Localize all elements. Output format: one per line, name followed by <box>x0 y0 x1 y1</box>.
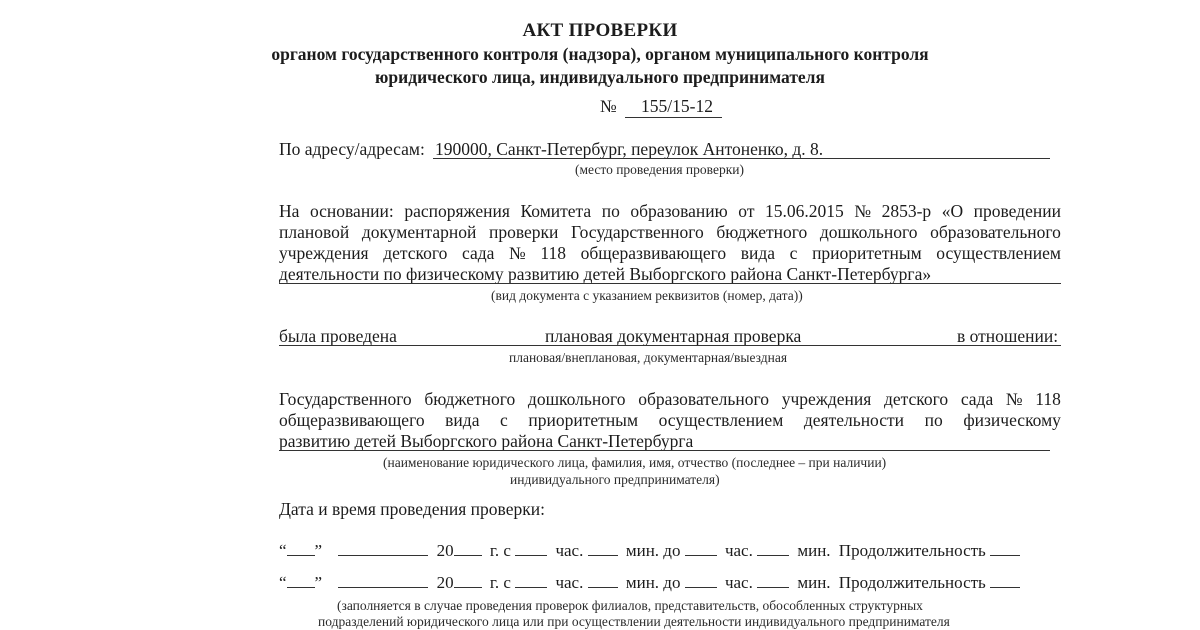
conducted-label: была проведена <box>279 326 397 346</box>
conducted-underline <box>279 345 1061 346</box>
document-subtitle-2: юридического лица, индивидуального предпринимателя <box>375 67 825 87</box>
basis-line-2: плановой документарной проверки Государственного бюджетного дошкольного образовательного <box>279 222 1061 242</box>
conducted-caption: плановая/внеплановая, документарная/выездная <box>509 350 788 365</box>
datetime-label: Дата и время проведения проверки: <box>279 499 545 519</box>
address-value: 190000, Санкт-Петербург, переулок Антоненко, д. 8. <box>435 139 824 159</box>
address-underline <box>433 158 1050 159</box>
conducted-regarding: в отношении: <box>957 326 1059 346</box>
datetime-caption-2: подразделений юридического лица или при осуществлении деятельности индивидуального предпринимателя <box>318 614 950 629</box>
address-caption: (место проведения проверки) <box>575 162 744 177</box>
basis-underline <box>279 283 1061 284</box>
address-label: По адресу/адресам: <box>279 139 425 159</box>
datetime-row-2: “ ” 20 г. с час. мин. до час. мин. Продолжительность <box>279 572 1063 593</box>
entity-line-3: развитию детей Выборгского района Санкт-Петербурга <box>279 431 694 451</box>
basis-line-4: деятельности по физическому развитию детей Выборгского района Санкт-Петербурга» <box>279 264 932 284</box>
conducted-type: плановая документарная проверка <box>545 326 802 346</box>
number-underline <box>625 117 722 118</box>
entity-caption-2: индивидуального предпринимателя) <box>510 472 720 487</box>
document-subtitle-1: органом государственного контроля (надзора), органом муниципального контроля <box>271 44 929 64</box>
document-title: АКТ ПРОВЕРКИ <box>522 20 678 41</box>
entity-line-1: Государственного бюджетного дошкольного образовательного учреждения детского сада № 118 <box>279 389 1061 409</box>
basis-line-1: На основании: распоряжения Комитета по образованию от 15.06.2015 № 2853-р «О проведении <box>279 201 1061 221</box>
datetime-row-1: “ ” 20 г. с час. мин. до час. мин. Продолжительность <box>279 540 1063 561</box>
basis-caption: (вид документа с указанием реквизитов (номер, дата)) <box>491 288 803 303</box>
basis-line-3: учреждения детского сада № 118 общеразвивающего вида с приоритетным осуществлением <box>279 243 1061 263</box>
datetime-caption-1: (заполняется в случае проведения проверок филиалов, представительств, обособленных структурных <box>337 598 923 613</box>
entity-caption-1: (наименование юридического лица, фамилия, имя, отчество (последнее – при наличии) <box>383 455 887 470</box>
entity-line-2: общеразвивающего вида с приоритетным осуществлением деятельности по физическому <box>279 410 1061 430</box>
entity-underline <box>279 450 1050 451</box>
act-number: 155/15-12 <box>641 96 713 116</box>
number-prefix: № <box>600 96 617 116</box>
